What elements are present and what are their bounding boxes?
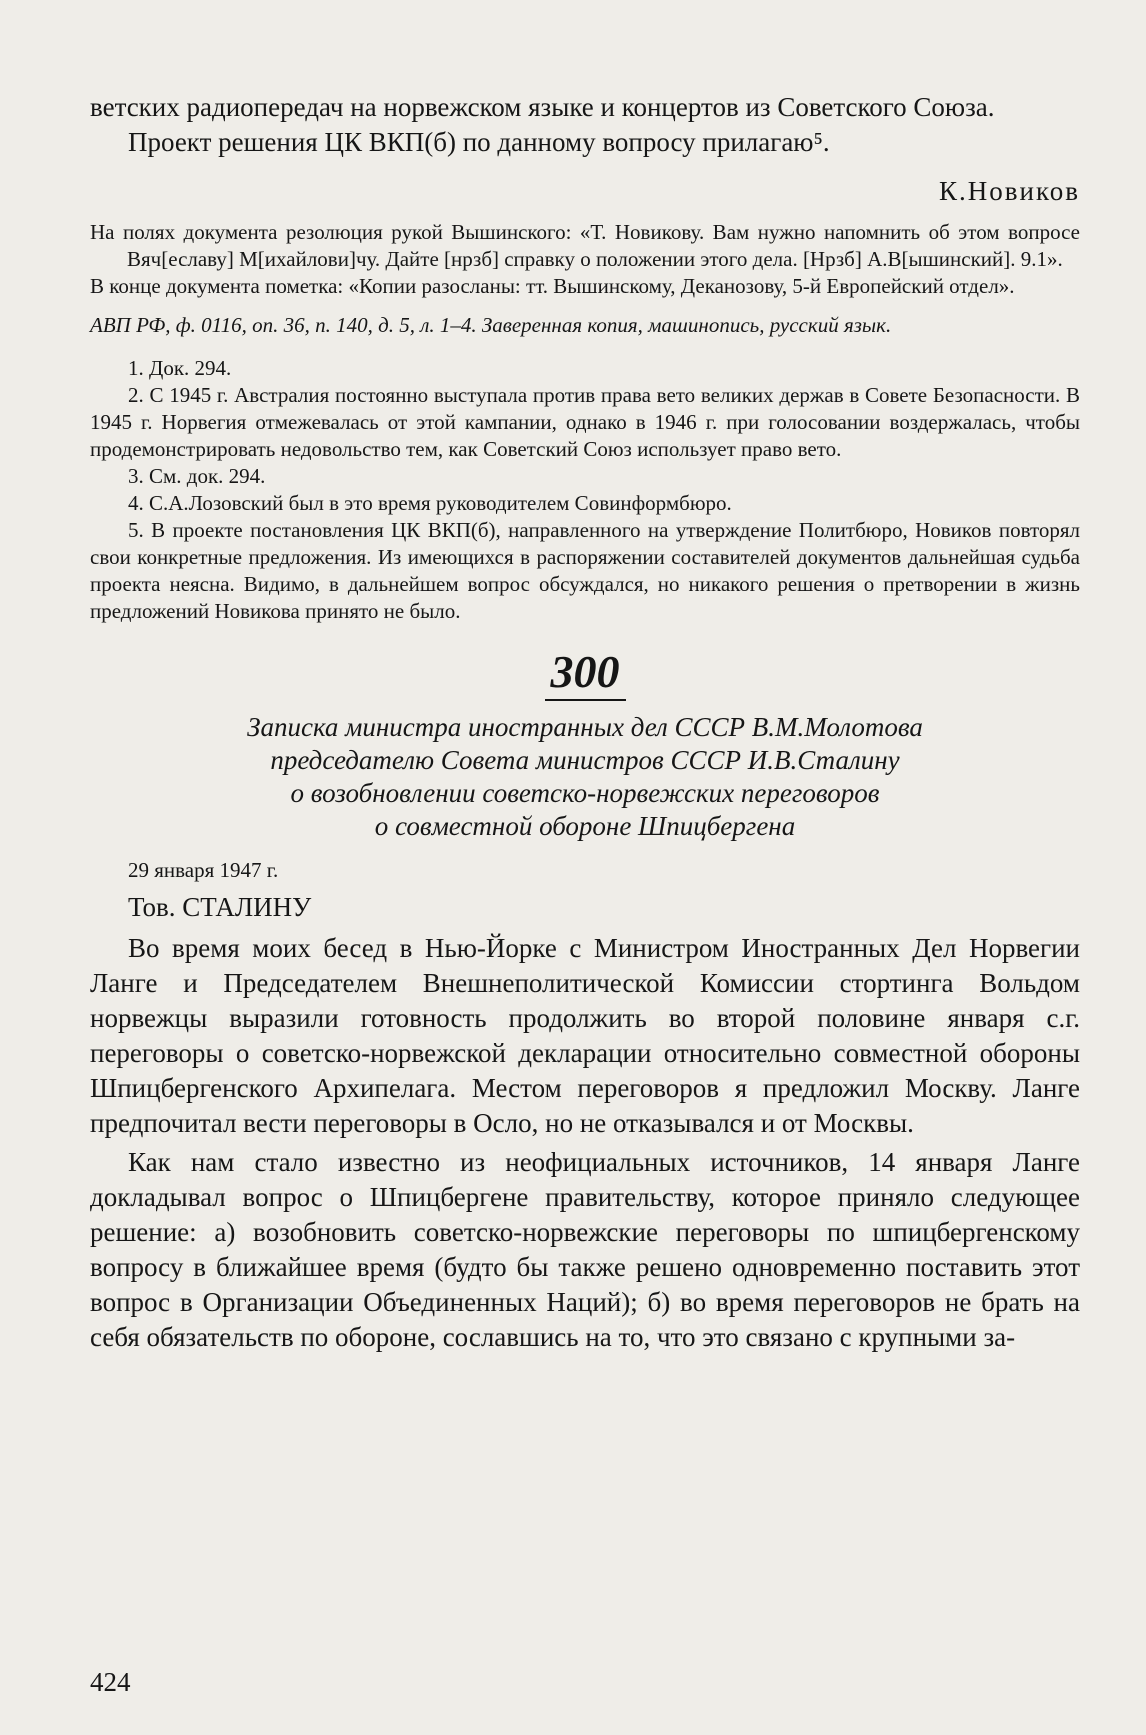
addressee: Тов. СТАЛИНУ (128, 892, 312, 922)
project-line: Проект решения ЦК ВКП(б) по данному вопросу прилагаю⁵. (128, 127, 830, 157)
continuation-paragraph: ветских радиопередач на норвежском языке и концертов из Советского Союза. (90, 92, 995, 122)
archive-citation: АВП РФ, ф. 0116, оп. 36, п. 140, д. 5, л. 1–4. Заверенная копия, машинопись, русский язык. (90, 313, 892, 337)
title-line: Записка министра иностранных дел СССР В.М.Молотова (247, 712, 923, 742)
title-line: о совместной обороне Шпицбергена (374, 811, 796, 841)
footnotes (90, 355, 1080, 625)
page-number: 424 (90, 1667, 131, 1697)
title-line: о возобновлении советско-норвежских переговоров (290, 778, 880, 808)
document-number-text: 300 (545, 645, 626, 701)
footnote: 1. Док. 294. (128, 356, 232, 380)
signature: К.Новиков (939, 176, 1080, 206)
document-number (90, 645, 1080, 701)
title-line: председателю Совета министров СССР И.В.Сталину (270, 745, 900, 775)
document-title (90, 711, 1080, 843)
footnote: 2. С 1945 г. Австралия постоянно выступала против права вето великих держав в Совете Безопасности. В 1945 г. Норвегия отмежевалась от этой кампании, однако в 1946 г. при голосовании воздержалась, чтобы продемонстрировать недовольство тем, как Советский Союз использует право вето. (90, 383, 1080, 461)
page-content (90, 90, 1080, 1355)
body-paragraph: Как нам стало известно из неофициальных источников, 14 января Ланге докладывал вопрос о Шпицбергене правительству, которое приняло следующее решение: а) возобновить советско-норвежские переговоры по шпицбергенскому вопросу в ближайшее время (будто бы также решено одновременно поставить этот вопрос в Организации Объединенных Наций); б) во время переговоров не брать на себя обязательств по обороне, сославшись на то, что это связано с крупными за- (90, 1147, 1080, 1352)
annotation-resolution: На полях документа резолюция рукой Вышинского: «Т. Новикову. Вам нужно напомнить об этом вопросе Вяч[еславу] М[ихайлови]чу. Дайте [нрзб] справку о положении этого дела. [Нрзб] А.В[ышинский]. 9.1». (90, 220, 1080, 271)
body-paragraph: Во время моих бесед в Нью-Йорке с Министром Иностранных Дел Норвегии Ланге и Председателем Внешнеполитической Комиссии стортинга Вольдом норвежцы выразили готовность продолжить во второй половине января с.г. переговоры о советско-норвежской декларации относительно совместной обороны Шпицбергенского Архипелага. Местом переговоров я предложил Москву. Ланге предпочитал вести переговоры в Осло, но не отказывался и от Москвы. (90, 933, 1080, 1138)
footnote: 5. В проекте постановления ЦК ВКП(б), направленного на утверждение Политбюро, Новиков повторял свои конкретные предложения. Из имеющихся в распоряжении составителей документов дальнейшая судьба проекта неясна. Видимо, в дальнейшем вопрос обсуждался, но никакого решения о претворении в жизнь предложений Новикова принято не было. (90, 518, 1080, 623)
annotation-copies: В конце документа пометка: «Копии разосланы: тт. Вышинскому, Деканозову, 5-й Европейский отдел». (90, 274, 1015, 298)
footnote: 3. См. док. 294. (128, 464, 266, 488)
document-date: 29 января 1947 г. (128, 858, 279, 882)
footnote: 4. С.А.Лозовский был в это время руководителем Совинформбюро. (128, 491, 732, 515)
